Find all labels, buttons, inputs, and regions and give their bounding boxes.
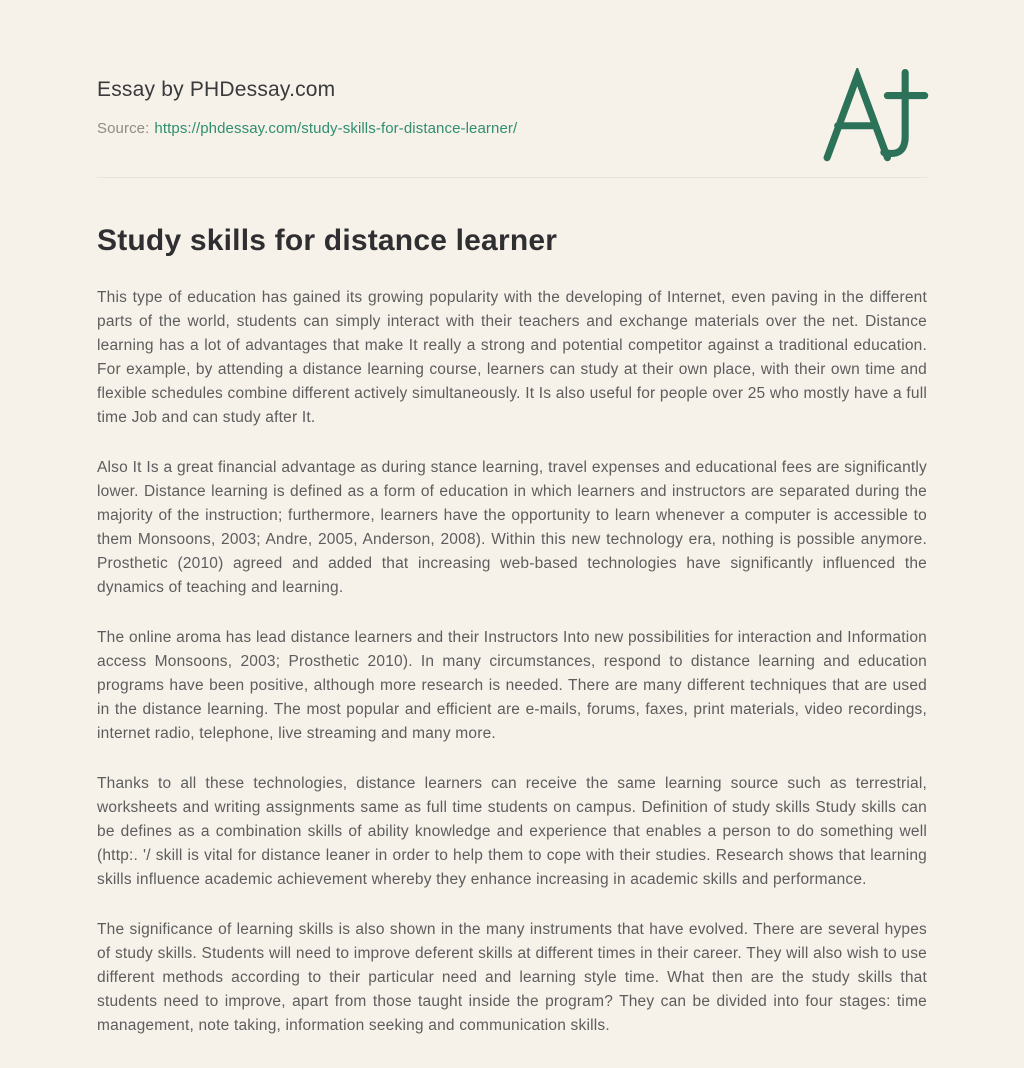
- essay-paragraph: This type of education has gained its growing popularity with the developing of Internet, even paving in the different parts of the world, students can simply interact with their teachers and exchange materials over the net. Distance learning has a lot of advantages that make It really a strong and potential competitor against a traditional education. For example, by attending a distance learning course, learners can study at their own place, with their own time and flexible schedules combine different actively simultaneously. It Is also useful for people over 25 who mostly have a full time Job and can study after It.: [97, 289, 927, 426]
- essay-body: [97, 286, 927, 1038]
- phdessay-logo: [820, 68, 930, 164]
- source-line: [97, 120, 927, 137]
- a-plus-logo-icon: [820, 68, 930, 164]
- essay-paragraph: The online aroma has lead distance learners and their Instructors Into new possibilities for interaction and Information access Monsoons, 2003; Prosthetic 2010). In many circumstances, respond to distance learning and education programs have been positive, although more research is needed. There are many different techniques that are used in the distance learning. The most popular and efficient are e-mails, forums, faxes, print materials, video recordings, internet radio, telephone, live streaming and many more.: [97, 629, 927, 742]
- essay-paragraph: Thanks to all these technologies, distance learners can receive the same learning source such as terrestrial, worksheets and writing assignments same as full time students on campus. Definition of study skills Study skills can be defines as a combination skills of ability knowledge and experience that enables a person to do something well (http:. '/ skill is vital for distance leaner in order to help them to cope with their studies. Research shows that learning skills influence academic achievement whereby they enhance increasing in academic skills and performance.: [97, 775, 927, 888]
- essay-byline: Essay by PHDessay.com: [97, 78, 336, 101]
- essay-paragraph: Also It Is a great financial advantage as during stance learning, travel expenses and educational fees are significantly lower. Distance learning is defined as a form of education in which learners and instructors are separated during the majority of the instruction; furthermore, learners have the opportunity to learn whenever a computer is accessible to them Monsoons, 2003; Andre, 2005, Anderson, 2008). Within this new technology era, nothing is possible anymore. Prosthetic (2010) agreed and added that increasing web-based technologies have significantly influenced the dynamics of teaching and learning.: [97, 459, 927, 596]
- essay-content: [97, 224, 927, 1038]
- source-label: Source:: [97, 120, 150, 137]
- header-divider: [97, 177, 927, 178]
- source-url-link[interactable]: https://phdessay.com/study-skills-for-distance-learner/: [154, 120, 518, 137]
- essay-title: Study skills for distance learner: [97, 224, 558, 257]
- page-header: [97, 78, 927, 137]
- essay-paragraph: The significance of learning skills is also shown in the many instruments that have evolved. There are several hypes of study skills. Students will need to improve deferent skills at different times in their career. They will also wish to use different methods according to their particular need and learning style time. What then are the study skills that students need to improve, apart from those taught inside the program? They can be divided into four stages: time management, note taking, information seeking and communication skills.: [97, 921, 927, 1034]
